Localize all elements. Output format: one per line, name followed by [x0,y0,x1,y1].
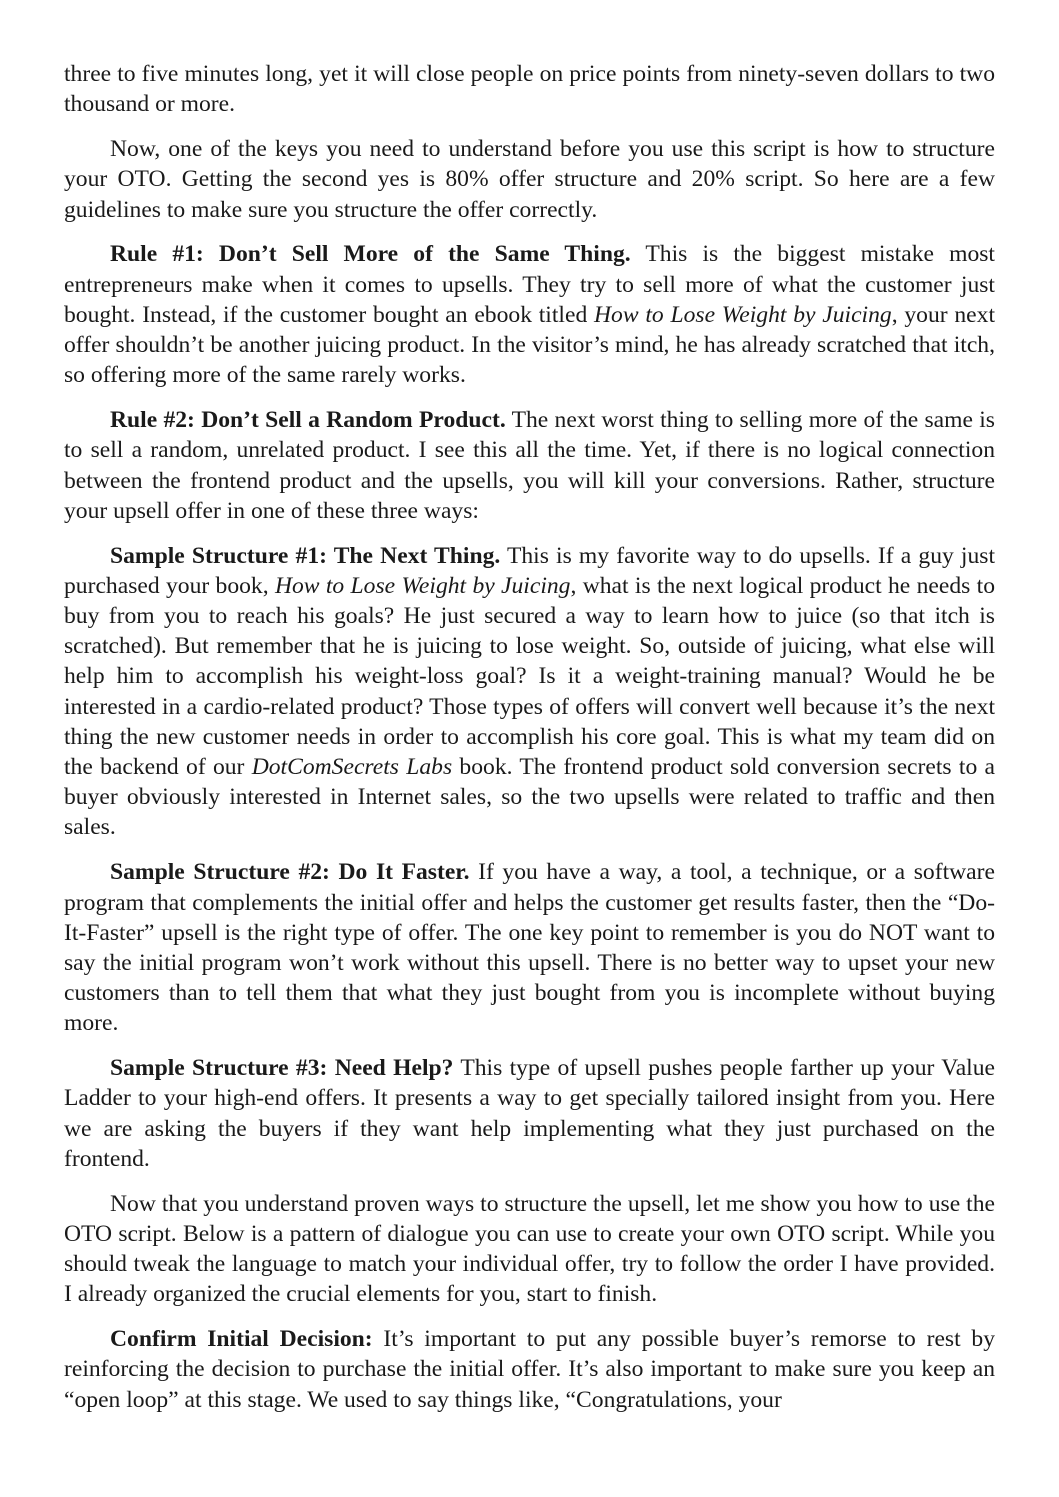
paragraph-structure-3 [64,1053,995,1174]
paragraph-structure-2 [64,857,995,1038]
paragraph-oto-structure [64,134,995,225]
rule-2-heading: Rule #2: Don’t Sell a Random Product. [110,407,506,434]
text-run: , what is the next logical product he needs to buy from you to reach his goals? He just secured a way to learn how to juice (so that itch is scratched). But remember that he is juicing to lose weight. So, outside of juicing, what else will help him to accomplish his weight-loss goal? Is it a weight-training manual? Would he be interested in a cardio-related product? Those types of offers will convert well because it’s the next thing the new customer needs in order to accomplish his core goal. This is what my team did on the backend of our [64,572,995,781]
text-run: Now that you understand proven ways to structure the upsell, let me show you how to use the OTO script. Below is a pattern of dialogue you can use to create your own OTO script. While you should tweak the language to match your individual offer, try to follow the order I have provided. I already organized the crucial elements for you, start to finish. [64,1190,995,1308]
paragraph-confirm-decision [64,1324,995,1415]
text-run: Now, one of the keys you need to understand before you use this script is how to structure your OTO. Getting the second yes is 80% offer structure and 20% script. So here are a few guidelines to make sure you structure the offer correctly. [64,136,995,223]
text-run: This is the biggest mistake most entrepreneurs make when it comes to upsells. They try to sell more of what the customer just bought. Instead, if the customer bought an ebook titled [64,241,995,328]
structure-3-heading: Sample Structure #3: Need Help? [110,1055,454,1082]
text-run: If you have a way, a tool, a technique, or a software program that complements the initial offer and helps the customer get results faster, then the “Do-It-Faster” upsell is the right type of offer. The one key point to remember is you do NOT want to say the initial program won’t work without this upsell. There is no better way to upset your new customers than to tell them that what they just bought from you is incomplete without buying more. [64,859,995,1037]
paragraph-rule-2 [64,405,995,526]
structure-1-heading: Sample Structure #1: The Next Thing. [110,542,501,569]
text-run: , your next offer shouldn’t be another juicing product. In the visitor’s mind, he has already scratched that itch, so offering more of the same rarely works. [64,301,995,389]
text-run: It’s important to put any possible buyer’s remorse to rest by reinforcing the decision to purchase the initial offer. It’s also important to make sure you keep an “open loop” at this stage. We used to say things like, “Congratulations, your [64,1326,995,1413]
text-run: This type of upsell pushes people farther up your Value Ladder to your high-end offers. It presents a way to get specially tailored insight from you. Here we are asking the buyers if they want help implementing what they just purchased on the frontend. [64,1055,995,1172]
paragraph-continuation [64,59,995,119]
paragraph-oto-script [64,1189,995,1310]
text-run: three to five minutes long, yet it will close people on price points from ninety-seven dollars to two thousand or more. [64,61,995,118]
confirm-decision-heading: Confirm Initial Decision: [110,1326,373,1353]
book-title: How to Lose Weight by Juicing [274,572,571,599]
paragraph-structure-1 [64,541,995,843]
rule-1-heading: Rule #1: Don’t Sell More of the Same Thing. [110,241,631,268]
text-run: The next worst thing to selling more of the same is to sell a random, unrelated product. I see this all the time. Yet, if there is no logical connection between the frontend product and the upsells, you will kill your conversions. Rather, structure your upsell offer in one of these three ways: [64,407,995,524]
text-run: This is my favorite way to do upsells. If a guy just purchased your book, [64,542,996,599]
structure-2-heading: Sample Structure #2: Do It Faster. [110,859,470,886]
book-title: DotComSecrets Labs [251,754,453,781]
text-run: book. The frontend product sold conversion secrets to a buyer obviously interested in Internet sales, so the two upsells were related to traffic and then sales. [64,754,996,841]
paragraph-rule-1 [64,239,995,390]
book-title: How to Lose Weight by Juicing [594,301,892,328]
